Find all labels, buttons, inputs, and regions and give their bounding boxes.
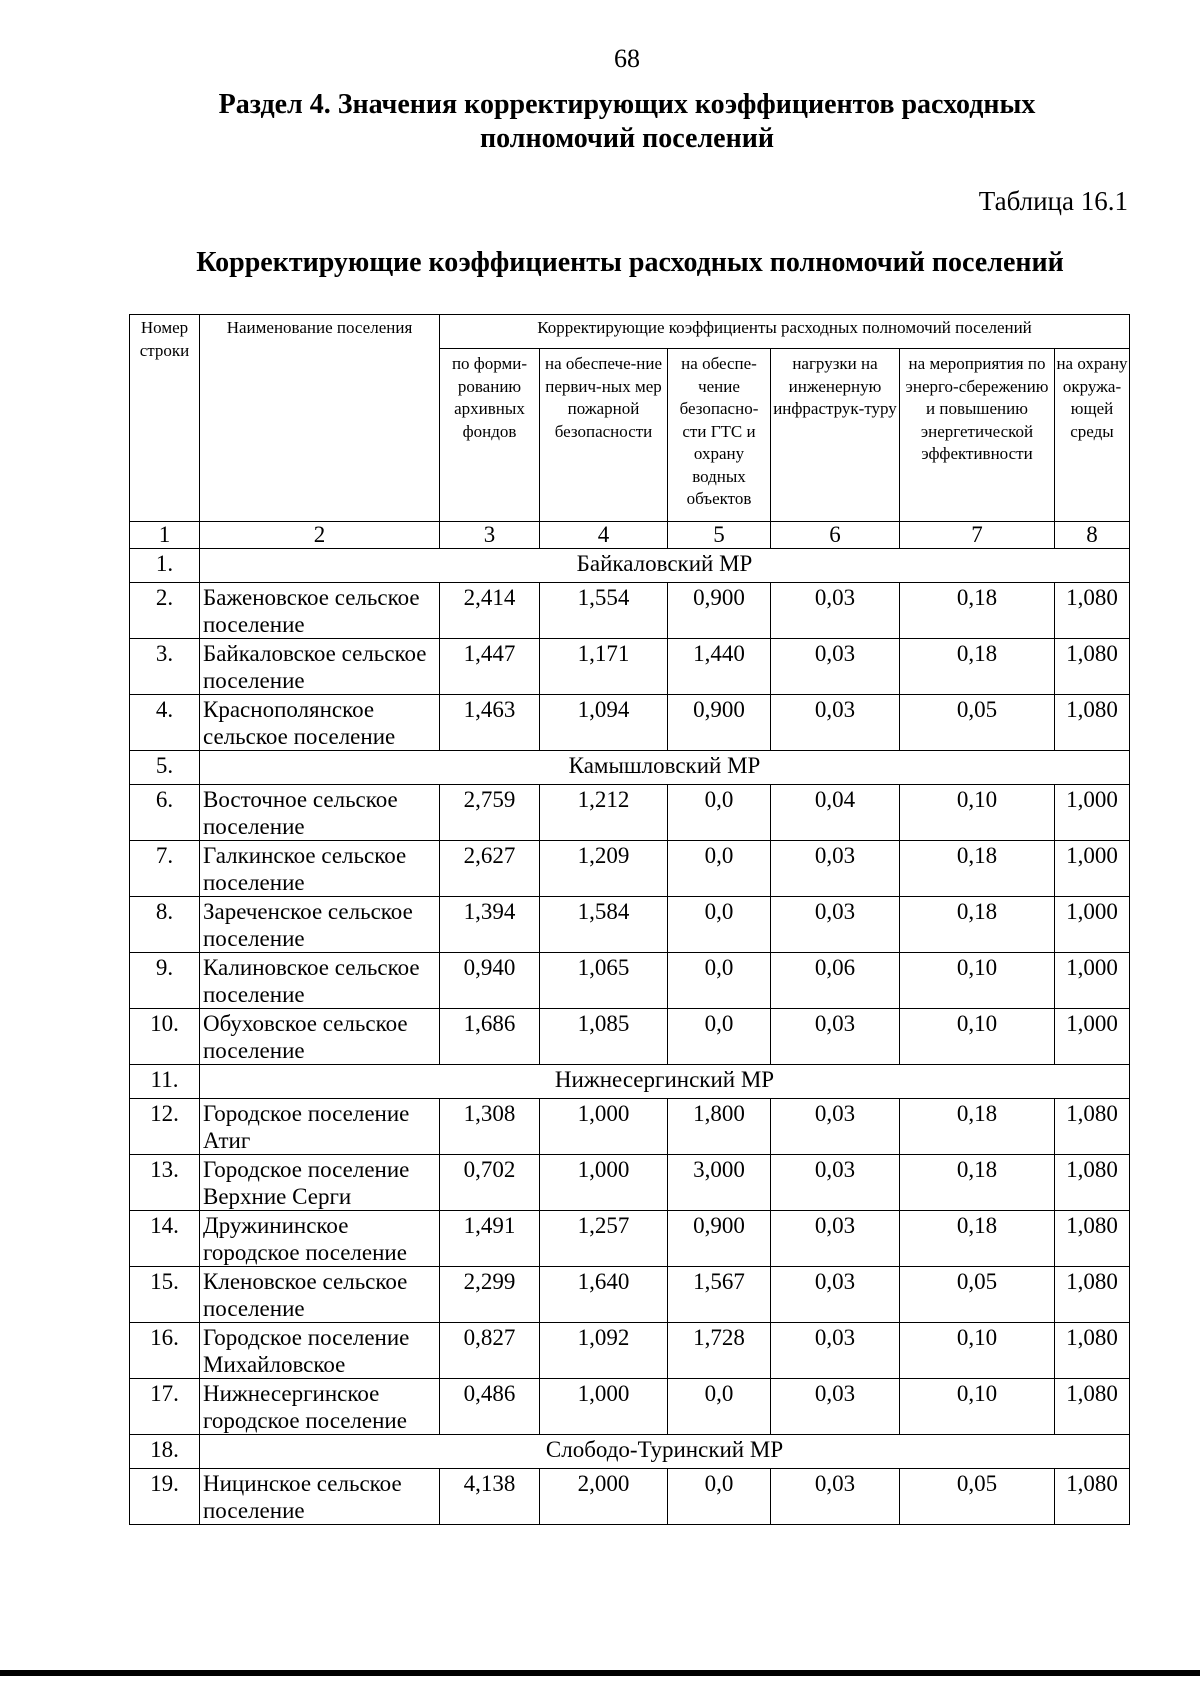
coefficient-value: 0,940 — [440, 953, 540, 1009]
coefficient-value: 1,080 — [1055, 695, 1130, 751]
coefficient-value: 0,05 — [900, 1267, 1055, 1323]
coefficient-value: 1,000 — [540, 1379, 668, 1435]
row-number: 17. — [130, 1379, 200, 1435]
coefficient-value: 1,584 — [540, 897, 668, 953]
table-row — [130, 1267, 1130, 1323]
table-title: Корректирующие коэффициенты расходных полномочий поселений — [196, 247, 1064, 278]
coefficient-value: 1,080 — [1055, 1379, 1130, 1435]
settlement-name: Городское поселение Михайловское — [200, 1323, 440, 1379]
row-number: 8. — [130, 897, 200, 953]
row-number: 7. — [130, 841, 200, 897]
row-number: 18. — [130, 1435, 200, 1469]
coefficient-value: 0,06 — [771, 953, 900, 1009]
settlement-name: Городское поселение Верхние Серги — [200, 1155, 440, 1211]
row-number: 12. — [130, 1099, 200, 1155]
table-body — [130, 549, 1130, 1525]
row-number: 4. — [130, 695, 200, 751]
table-row — [130, 695, 1130, 751]
coefficient-value: 2,299 — [440, 1267, 540, 1323]
coefficient-value: 1,257 — [540, 1211, 668, 1267]
coefficient-value: 1,000 — [1055, 897, 1130, 953]
table-row — [130, 897, 1130, 953]
coefficient-value: 1,308 — [440, 1099, 540, 1155]
row-number: 19. — [130, 1469, 200, 1525]
coefficient-value: 1,080 — [1055, 1267, 1130, 1323]
coefficient-value: 1,094 — [540, 695, 668, 751]
coefficient-value: 1,080 — [1055, 1211, 1130, 1267]
coefficient-value: 0,03 — [771, 1379, 900, 1435]
table-row — [130, 583, 1130, 639]
table-header — [130, 315, 1130, 522]
header-settlement-name: Наименование поселения — [200, 315, 440, 522]
coefficient-value: 1,000 — [1055, 953, 1130, 1009]
coefficient-value: 0,18 — [900, 897, 1055, 953]
coefficient-value: 1,000 — [540, 1155, 668, 1211]
table-row — [130, 639, 1130, 695]
row-number: 3. — [130, 639, 200, 695]
district-name: Байкаловский МР — [200, 549, 1130, 583]
coefficient-value: 1,209 — [540, 841, 668, 897]
header-col-environment: на охрану окружа-ющей среды — [1055, 349, 1130, 522]
coefficient-value: 0,827 — [440, 1323, 540, 1379]
coefficient-value: 1,728 — [668, 1323, 771, 1379]
coefficient-value: 0,18 — [900, 639, 1055, 695]
district-name: Нижнесергинский МР — [200, 1065, 1130, 1099]
coefficient-value: 1,085 — [540, 1009, 668, 1065]
coefficient-value: 1,447 — [440, 639, 540, 695]
coefficient-value: 1,567 — [668, 1267, 771, 1323]
coefficient-value: 0,18 — [900, 583, 1055, 639]
table-row — [130, 785, 1130, 841]
header-col-hydro-safety: на обеспе-чение безопасно-сти ГТС и охрану водных объектов — [668, 349, 771, 522]
coefficient-value: 4,138 — [440, 1469, 540, 1525]
coefficient-value: 0,05 — [900, 695, 1055, 751]
settlement-name: Нижнесергинское городское поселение — [200, 1379, 440, 1435]
row-number: 15. — [130, 1267, 200, 1323]
coefficient-value: 1,000 — [540, 1099, 668, 1155]
coefficient-value: 0,03 — [771, 1323, 900, 1379]
coefficient-value: 2,759 — [440, 785, 540, 841]
coefficient-value: 1,491 — [440, 1211, 540, 1267]
coefficient-value: 1,554 — [540, 583, 668, 639]
coefficient-value: 2,414 — [440, 583, 540, 639]
coefficient-value: 0,702 — [440, 1155, 540, 1211]
coefficient-value: 0,03 — [771, 1099, 900, 1155]
settlement-name: Дружининское городское поселение — [200, 1211, 440, 1267]
settlement-name: Байкаловское сельское поселение — [200, 639, 440, 695]
district-name: Слободо-Туринский МР — [200, 1435, 1130, 1469]
table-row — [130, 953, 1130, 1009]
coefficient-value: 2,000 — [540, 1469, 668, 1525]
column-number: 6 — [771, 522, 900, 549]
coefficient-value: 2,627 — [440, 841, 540, 897]
row-number: 5. — [130, 751, 200, 785]
coefficient-value: 0,04 — [771, 785, 900, 841]
coefficient-value: 1,080 — [1055, 1155, 1130, 1211]
district-group-row — [130, 751, 1130, 785]
coefficient-value: 0,03 — [771, 695, 900, 751]
coefficient-value: 0,03 — [771, 583, 900, 639]
settlement-name: Калиновское сельское поселение — [200, 953, 440, 1009]
coefficient-value: 1,212 — [540, 785, 668, 841]
row-number: 1. — [130, 549, 200, 583]
district-name: Камышловский МР — [200, 751, 1130, 785]
coefficient-value: 1,092 — [540, 1323, 668, 1379]
coefficient-value: 1,800 — [668, 1099, 771, 1155]
district-group-row — [130, 1435, 1130, 1469]
settlement-name: Зареченское сельское поселение — [200, 897, 440, 953]
row-number: 11. — [130, 1065, 200, 1099]
table-row — [130, 1211, 1130, 1267]
coefficient-value: 0,18 — [900, 1211, 1055, 1267]
coefficient-value: 0,486 — [440, 1379, 540, 1435]
header-col-fire-safety: на обеспече-ние первич-ных мер пожарной безопасности — [540, 349, 668, 522]
coefficient-value: 0,10 — [900, 1323, 1055, 1379]
coefficient-value: 0,0 — [668, 1469, 771, 1525]
coefficient-value: 1,065 — [540, 953, 668, 1009]
row-number: 6. — [130, 785, 200, 841]
header-col-archives: по форми-рованию архивных фондов — [440, 349, 540, 522]
coefficient-value: 0,0 — [668, 1009, 771, 1065]
coefficients-table — [129, 314, 1130, 1525]
page-bottom-border — [0, 1670, 1200, 1676]
row-number: 16. — [130, 1323, 200, 1379]
coefficient-value: 0,0 — [668, 897, 771, 953]
row-number: 14. — [130, 1211, 200, 1267]
coefficient-value: 0,900 — [668, 695, 771, 751]
coefficient-value: 0,03 — [771, 1009, 900, 1065]
coefficient-value: 0,03 — [771, 1267, 900, 1323]
table-row — [130, 1099, 1130, 1155]
coefficient-value: 1,686 — [440, 1009, 540, 1065]
district-group-row — [130, 549, 1130, 583]
coefficient-value: 0,0 — [668, 785, 771, 841]
settlement-name: Ницинское сельское поселение — [200, 1469, 440, 1525]
column-number-row — [130, 522, 1130, 549]
coefficient-value: 0,03 — [771, 1211, 900, 1267]
settlement-name: Обуховское сельское поселение — [200, 1009, 440, 1065]
header-row-number: Номер строки — [130, 315, 200, 522]
coefficient-value: 0,03 — [771, 1155, 900, 1211]
header-coefficients-group: Корректирующие коэффициенты расходных полномочий поселений — [440, 315, 1130, 349]
settlement-name: Городское поселение Атиг — [200, 1099, 440, 1155]
table-row — [130, 1009, 1130, 1065]
coefficient-value: 3,000 — [668, 1155, 771, 1211]
column-number: 5 — [668, 522, 771, 549]
coefficient-value: 1,440 — [668, 639, 771, 695]
column-number: 4 — [540, 522, 668, 549]
coefficient-value: 1,080 — [1055, 583, 1130, 639]
row-number: 9. — [130, 953, 200, 1009]
settlement-name: Восточное сельское поселение — [200, 785, 440, 841]
table-row — [130, 1379, 1130, 1435]
section-title: Раздел 4. Значения корректирующих коэффициентов расходных полномочий поселений — [218, 89, 1036, 154]
column-number: 8 — [1055, 522, 1130, 549]
coefficient-value: 1,463 — [440, 695, 540, 751]
coefficient-value: 0,10 — [900, 785, 1055, 841]
table-label: Таблица 16.1 — [978, 186, 1128, 216]
coefficient-value: 1,640 — [540, 1267, 668, 1323]
table-row — [130, 1155, 1130, 1211]
column-number: 1 — [130, 522, 200, 549]
coefficient-value: 0,0 — [668, 1379, 771, 1435]
header-col-energy: на мероприятия по энерго-сбережению и повышению энергетической эффективности — [900, 349, 1055, 522]
coefficient-value: 0,05 — [900, 1469, 1055, 1525]
coefficient-value: 0,10 — [900, 1009, 1055, 1065]
coefficient-value: 0,03 — [771, 1469, 900, 1525]
coefficient-value: 0,18 — [900, 1099, 1055, 1155]
coefficient-value: 0,900 — [668, 1211, 771, 1267]
coefficient-value: 1,080 — [1055, 1323, 1130, 1379]
coefficient-value: 0,18 — [900, 1155, 1055, 1211]
coefficient-value: 1,080 — [1055, 1099, 1130, 1155]
coefficient-value: 0,0 — [668, 953, 771, 1009]
settlement-name: Краснополянское сельское поселение — [200, 695, 440, 751]
coefficient-value: 0,03 — [771, 639, 900, 695]
settlement-name: Галкинское сельское поселение — [200, 841, 440, 897]
coefficient-value: 0,03 — [771, 841, 900, 897]
table-row — [130, 841, 1130, 897]
column-number: 2 — [200, 522, 440, 549]
coefficient-value: 1,000 — [1055, 785, 1130, 841]
coefficient-value: 0,10 — [900, 1379, 1055, 1435]
row-number: 13. — [130, 1155, 200, 1211]
column-number: 3 — [440, 522, 540, 549]
row-number: 10. — [130, 1009, 200, 1065]
row-number: 2. — [130, 583, 200, 639]
coefficient-value: 1,000 — [1055, 841, 1130, 897]
table-row — [130, 1323, 1130, 1379]
column-number: 7 — [900, 522, 1055, 549]
coefficient-value: 0,0 — [668, 841, 771, 897]
coefficient-value: 0,900 — [668, 583, 771, 639]
table-row — [130, 1469, 1130, 1525]
settlement-name: Кленовское сельское поселение — [200, 1267, 440, 1323]
coefficient-value: 1,080 — [1055, 639, 1130, 695]
coefficient-value: 1,394 — [440, 897, 540, 953]
coefficient-value: 1,000 — [1055, 1009, 1130, 1065]
coefficient-value: 1,080 — [1055, 1469, 1130, 1525]
coefficient-value: 1,171 — [540, 639, 668, 695]
coefficient-value: 0,03 — [771, 897, 900, 953]
coefficient-value: 0,10 — [900, 953, 1055, 1009]
coefficient-value: 0,18 — [900, 841, 1055, 897]
page-number: 68 — [614, 44, 640, 73]
settlement-name: Баженовское сельское поселение — [200, 583, 440, 639]
district-group-row — [130, 1065, 1130, 1099]
header-col-infrastructure: нагрузки на инженерную инфраструк-туру — [771, 349, 900, 522]
